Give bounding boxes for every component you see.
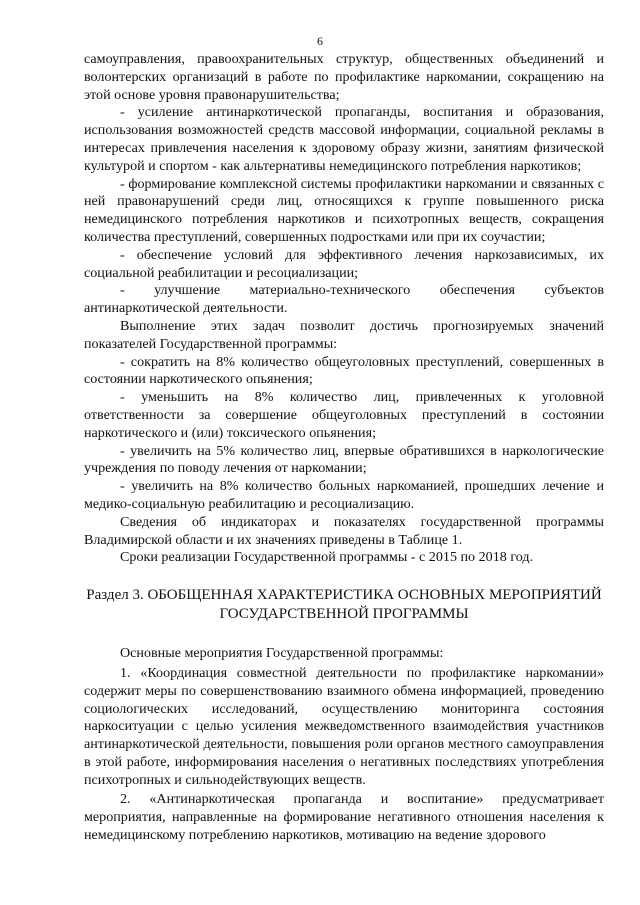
paragraphs-before-section xyxy=(84,51,604,567)
paragraph: - формирование комплексной системы профилактики наркомании и связанных с ней правонарушений среди лиц, относящихся к группе повышенного риска немедицинского потребления наркотиков и психотропных веществ, сокращения количества преступлений, совершенных подростками или при их соучастии; xyxy=(84,175,604,245)
paragraph: - уменьшить на 8% количество лиц, привлеченных к уголовной ответственности за совершение общеуголовных преступлений в состоянии наркотического и (или) токсического опьянения; xyxy=(84,389,604,441)
paragraph: самоуправления, правоохранительных структур, общественных объединений и волонтерских организаций в работе по профилактике наркомании, сокращению на этой основе уровня правонарушительства; xyxy=(84,51,604,103)
paragraph: - сократить на 8% количество общеуголовных преступлений, совершенных в состоянии наркотического опьянения; xyxy=(84,353,604,388)
paragraph: - обеспечение условий для эффективного лечения наркозависимых, их социальной реабилитации и ресоциализации; xyxy=(84,246,604,281)
paragraph: - улучшение материально-технического обеспечения субъектов антинаркотической деятельности. xyxy=(84,282,604,317)
paragraphs-after-section xyxy=(84,645,604,845)
section-title: Раздел 3. ОБОБЩЕННАЯ ХАРАКТЕРИСТИКА ОСНОВНЫХ МЕРОПРИЯТИЙ ГОСУДАРСТВЕННОЙ ПРОГРАММЫ xyxy=(86,587,602,623)
paragraph: 1. «Координация совместной деятельности по профилактике наркомании» содержит меры по совершенствованию взаимного обмена информацией, проведению социологических исследований, осуществлению мониторинга состояния наркоситуации с целью усиления межведомственного взаимодействия участников антинаркотической деятельности, повышения роли органов местного самоуправления в этой работе, информирования населения о негативных последствиях употребления психотропных и сильнодействующих веществ. xyxy=(84,664,604,788)
page-number: 6 xyxy=(317,34,323,48)
paragraph: Основные мероприятия Государственной программы: xyxy=(120,645,444,662)
paragraph: Выполнение этих задач позволит достичь прогнозируемых значений показателей Государственной программы: xyxy=(84,317,604,352)
paragraph: - увеличить на 5% количество лиц, впервые обратившихся в наркологические учреждения по поводу лечения от наркомании; xyxy=(84,442,604,477)
paragraph: Сведения об индикаторах и показателях государственной программы Владимирской области и их значениях приведены в Таблице 1. xyxy=(84,513,604,548)
paragraph: 2. «Антинаркотическая пропаганда и воспитание» предусматривает мероприятия, направленные на формирование негативного отношения населения к немедицинскому потреблению наркотиков, мотивацию на ведение здорового xyxy=(84,791,604,844)
paragraph: - усиление антинаркотической пропаганды, воспитания и образования, использования возможностей средств массовой информации, социальной рекламы в интересах привлечения населения к здоровому образу жизни, занятиям физической культурой и спортом - как альтернативы немедицинского потребления наркотиков; xyxy=(84,104,604,174)
document-body xyxy=(84,51,604,845)
paragraph: - увеличить на 8% количество больных наркоманией, прошедших лечение и медико-социальную реабилитацию и ресоциализацию. xyxy=(84,478,604,512)
paragraph: Сроки реализации Государственной программы - с 2015 по 2018 год. xyxy=(120,549,534,566)
